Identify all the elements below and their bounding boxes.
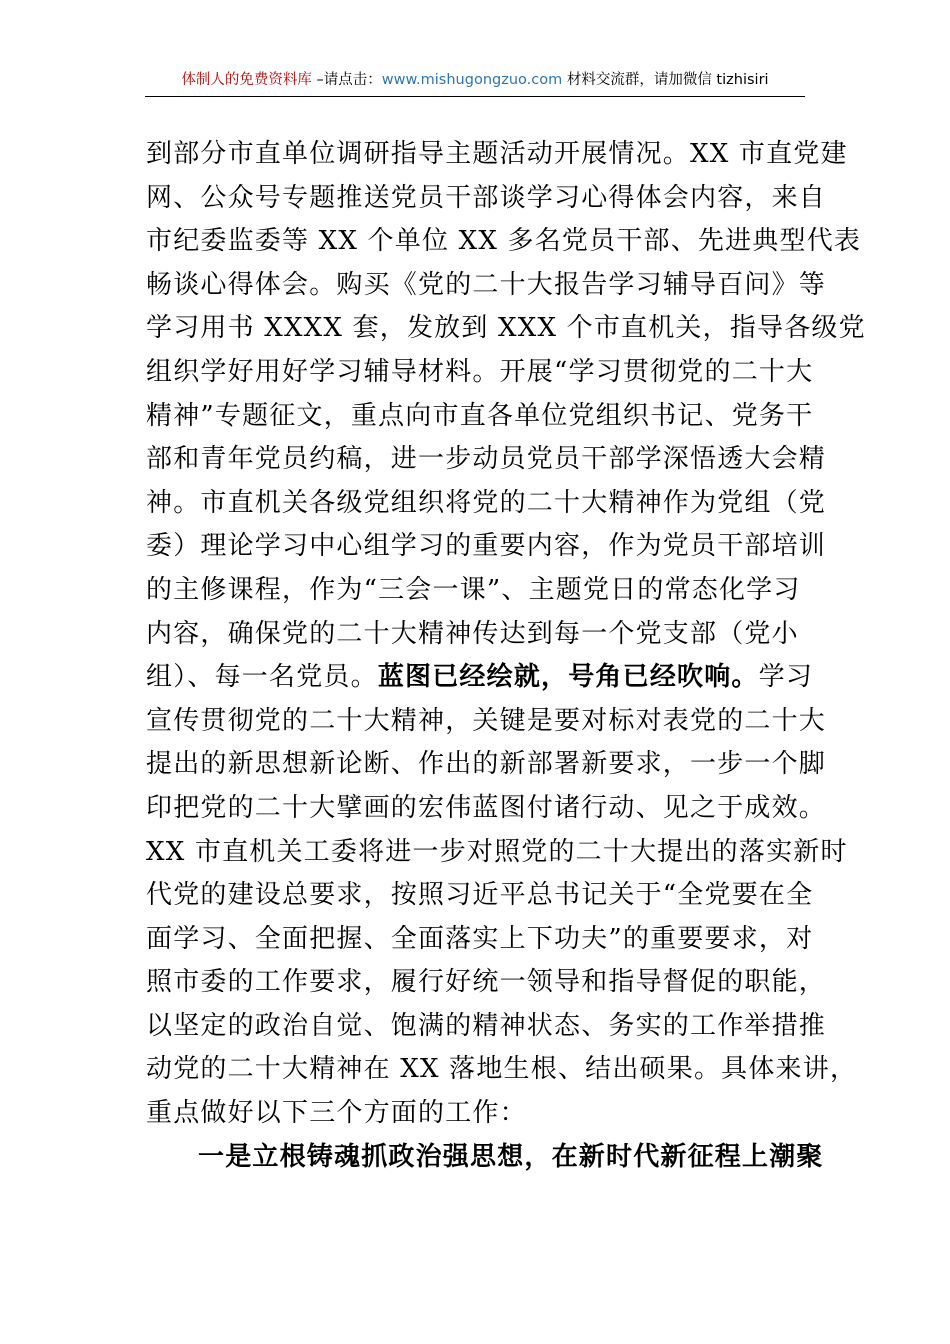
page-header [145, 68, 805, 97]
text-line: 印把党的二十大擘画的宏伟蓝图付诸行动、见之于成效。 [146, 792, 827, 823]
text-line: 部和青年党员约稿，进一步动员党员干部学深悟透大会精 [146, 444, 827, 475]
text-line: 畅谈心得体会。购买《党的二十大报告学习辅导百问》等 [146, 269, 827, 300]
text-line: 精神”专题征文，重点向市直各单位党组织书记、党务干 [146, 400, 814, 431]
text-line: XX 市直机关工委将进一步对照党的二十大提出的落实新时 [146, 836, 848, 867]
text-line: 面学习、全面把握、全面落实上下功夫”的重要要求，对 [146, 923, 814, 954]
section-heading: 一是立根铸魂抓政治强思想，在新时代新征程上潮聚 [198, 1141, 824, 1172]
text-line: 代党的建设总要求，按照习近平总书记关于“全党要在全 [146, 880, 814, 911]
text-segment: 组）、每一名党员。 [146, 662, 378, 693]
text-line: 提出的新思想新论断、作出的新部署新要求，一步一个脚 [146, 749, 827, 780]
text-line: 内容，确保党的二十大精神传达到每一个党支部（党小 [146, 618, 799, 649]
text-line: 网、公众号专题推送党员干部谈学习心得体会内容，来自 [146, 182, 827, 213]
text-line: 动党的二十大精神在 XX 落地生根、结出硕果。具体来讲， [146, 1054, 858, 1085]
text-line: 组织学好用好学习辅导材料。开展“学习贯彻党的二十大 [146, 356, 814, 387]
text-line: 重点做好以下三个方面的工作： [146, 1098, 527, 1129]
header-brand: 体制人的免费资料库 [181, 72, 312, 88]
text-segment: 学习 [758, 662, 814, 693]
text-line: 神。市直机关各级党组织将党的二十大精神作为党组（党 [146, 487, 827, 518]
text-line: 市纪委监委等 XX 个单位 XX 多名党员干部、先进典型代表 [146, 226, 862, 257]
text-line: 学习用书 XXXX 套，发放到 XXX 个市直机关，指导各级党 [146, 313, 866, 344]
text-line: 宣传贯彻党的二十大精神，关键是要对标对表党的二十大 [146, 705, 827, 736]
text-line: 的主修课程，作为“三会一课”、主题党日的常态化学习 [146, 574, 801, 605]
header-separator: –请点击： [311, 72, 382, 88]
header-tail: 材料交流群，请加微信 tizhisiri [562, 72, 769, 88]
text-line: 以坚定的政治自觉、饱满的精神状态、务实的工作举措推 [146, 1010, 827, 1041]
header-url-link[interactable]: www.mishugongzuo.com [381, 72, 563, 88]
document-body [146, 133, 866, 1179]
bold-phrase: 蓝图已经绘就，号角已经吹响。 [377, 662, 759, 693]
text-line: 委）理论学习中心组学习的重要内容，作为党员干部培训 [146, 531, 827, 562]
text-line-mixed [146, 656, 814, 700]
text-line: 到部分市直单位调研指导主题活动开展情况。XX 市直党建 [146, 139, 848, 169]
text-line: 照市委的工作要求，履行好统一领导和指导督促的职能， [146, 967, 827, 998]
